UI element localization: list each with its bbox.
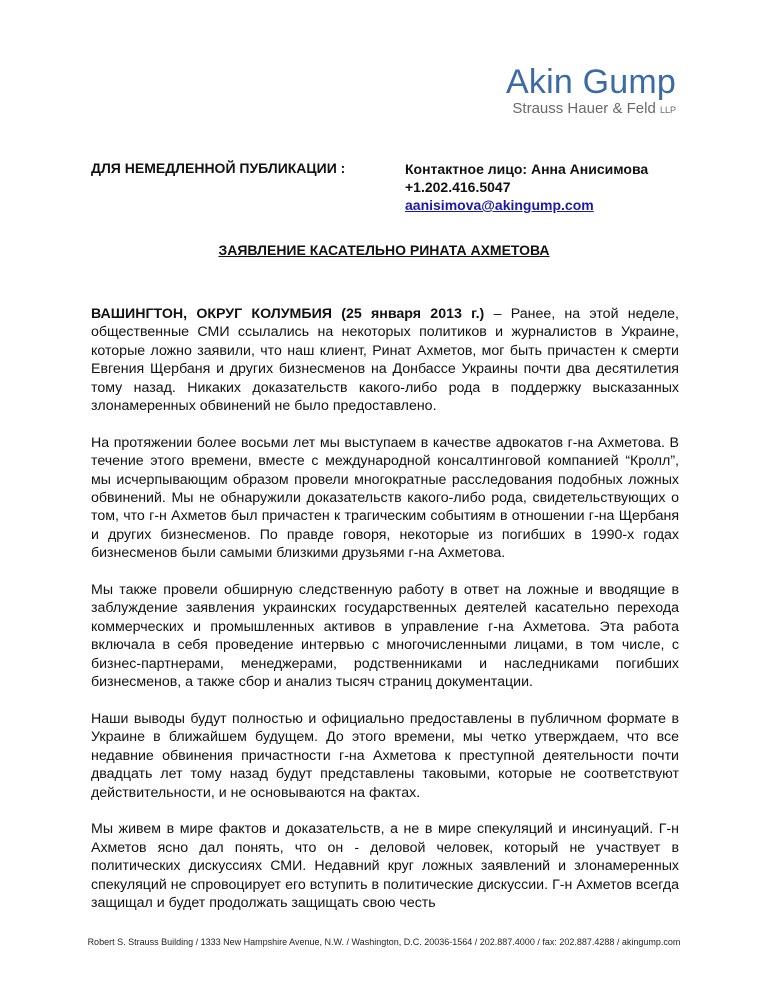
document-body [91, 305, 679, 931]
logo-suffix: LLP [659, 105, 676, 115]
contact-block [405, 160, 648, 214]
release-label: ДЛЯ НЕМЕДЛЕННОЙ ПУБЛИКАЦИИ : [91, 160, 346, 176]
document-title: ЗАЯВЛЕНИЕ КАСАТЕЛЬНО РИНАТА АХМЕТОВА [218, 242, 550, 258]
contact-person: Контактное лицо: Анна Анисимова [405, 161, 649, 177]
paragraph-1: ВАШИНГТОН, ОКРУГ КОЛУМБИЯ (25 января 2013 г.) – Ранее, на этой неделе, общественные СМИ ссылались на некоторых политиков и журналистов в Украине, которые ложно заявили, что наш клиент, Ринат Ахметов, мог быть причастен к смерти Евгения Щербаня и других бизнесменов на Донбассе Украины почти два десятилетия тому назад. Никаких доказательств какого-либо рода в поддержку высказанных злонамеренных обвинений не было предоставлено. [91, 306, 679, 415]
paragraph-4: Наши выводы будут полностью и официально предоставлены в публичном формате в Украине в ближайшем будущем. До этого времени, мы четко утверждаем, что все недавние обвинения причастности г-на Ахметова к преступной деятельности почти двадцать лет тому назад будут представлены таковыми, которые не соответствуют действительности, и не основываются на фактах. [91, 710, 679, 801]
logo-name: Akin Gump [506, 63, 676, 101]
paragraph-2: На протяжении более восьми лет мы выступаем в качестве адвокатов г-на Ахметова. В течение этого времени, вместе с международной консалтинговой компанией “Кролл”, мы исчерпывающим образом провели многократные расследования подобных ложных обвинений. Мы не обнаружили доказательств какого-либо рода, свидетельствующих о том, что г-н Ахметов был причастен к трагическим событиям в отношении г-на Щербаня и других бизнесменов. По правде говоря, некоторые из погибших в 1990-х годах бизнесменов были самыми близкими друзьями г-на Ахметова. [91, 434, 679, 562]
paragraph-3: Мы также провели обширную следственную работу в ответ на ложные и вводящие в заблуждение заявления украинских государственных деятелей касательно перехода коммерческих и промышленных активов в управление г-на Ахметова. Эта работа включала в себя проведение интервью с многочисленными лицами, в том числе, с бизнес-партнерами, менеджерами, родственниками и наследниками погибших бизнесменов, а также сбор и анализ тысяч страниц документации. [91, 582, 679, 691]
contact-phone: +1.202.416.5047 [405, 179, 511, 195]
company-logo [506, 64, 676, 119]
paragraph-5: Мы живем в мире фактов и доказательств, а не в мире спекуляций и инсинуаций. Г-н Ахметов ясно дал понять, что он - деловой человек, который не участвует в политических дискуссиях СМИ. Недавний круг ложных заявлений и злонамеренных спекуляций не спровоцирует его вступить в политические дискуссии. Г-н Ахметов всегда защищал и будет продолжать защищать свою честь [91, 821, 679, 911]
contact-email-link[interactable]: aanisimova@akingump.com [405, 197, 594, 213]
dateline: ВАШИНГТОН, ОКРУГ КОЛУМБИЯ (25 января 2013 г.) [91, 306, 485, 322]
logo-subname: Strauss Hauer & Feld LLP [512, 100, 676, 117]
page-footer: Robert S. Strauss Building / 1333 New Hampshire Avenue, N.W. / Washington, D.C. 20036-1564 / 202.887.4000 / fax: 202.887.4288 / akingump.com [87, 937, 681, 947]
